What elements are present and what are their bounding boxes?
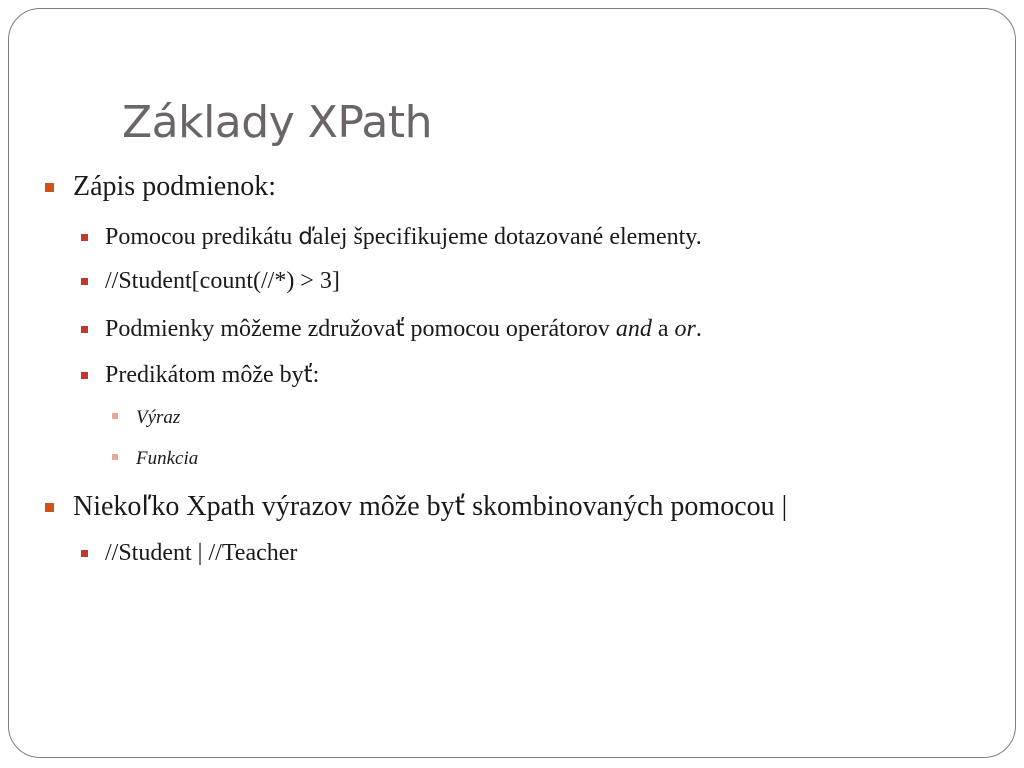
bullet-text-part: Predikátom môže by (105, 362, 304, 388)
bullet-text-part: Podmienky môžeme združova (105, 316, 396, 342)
bullet-text: //Student | //Teacher (105, 540, 298, 566)
bullet-predikatom-moze-byt (105, 362, 319, 389)
slide-title: Základy XPath (122, 97, 433, 148)
bullet-text-part: ď (298, 224, 313, 250)
bullet-text-part: Pomocou predikátu (105, 224, 299, 250)
bullet-funkcia (136, 448, 198, 470)
bullet-text-part: ľ (141, 491, 152, 522)
square-bullet-icon (81, 234, 88, 241)
bullet-text: Zápis podmienok: (73, 171, 276, 202)
square-bullet-icon (45, 183, 54, 192)
bullet-student-teacher (105, 540, 297, 567)
bullet-pomocou-predikatu (105, 224, 702, 251)
bullet-niekolko-xpath (73, 491, 787, 523)
square-bullet-icon (81, 550, 88, 557)
bullet-text-part: a (651, 316, 675, 342)
bullet-zapis-podmienok (73, 171, 276, 203)
square-bullet-icon (81, 372, 88, 379)
square-bullet-icon (112, 413, 118, 419)
bullet-text-part: pomocou operátorov (404, 316, 616, 342)
bullet-text: Funkcia (136, 448, 199, 469)
bullet-text: Výraz (136, 407, 181, 428)
square-bullet-icon (45, 503, 54, 512)
bullet-podmienky-zdruzovat (105, 316, 702, 343)
square-bullet-icon (112, 454, 118, 460)
bullet-student-count (105, 268, 340, 295)
square-bullet-icon (81, 278, 88, 285)
bullet-text-italic: or (674, 316, 696, 342)
bullet-text-italic: and (615, 316, 652, 342)
bullet-vyraz (136, 407, 180, 429)
bullet-text-part: : (312, 362, 320, 388)
bullet-text: //Student[count(//*) > 3] (105, 268, 340, 294)
bullet-text-part: ť (454, 491, 466, 522)
square-bullet-icon (81, 326, 88, 333)
bullet-text-part: . (695, 316, 702, 342)
bullet-text-part: ť (395, 316, 405, 342)
bullet-text-part: Nieko (73, 491, 142, 522)
bullet-text-part: ko Xpath výrazov môže by (151, 491, 455, 522)
bullet-text-part: skombinovaných pomocou | (465, 491, 788, 522)
bullet-text-part: alej špecifikujeme dotazované elementy. (312, 224, 702, 250)
bullet-text-part: ť (303, 362, 313, 388)
